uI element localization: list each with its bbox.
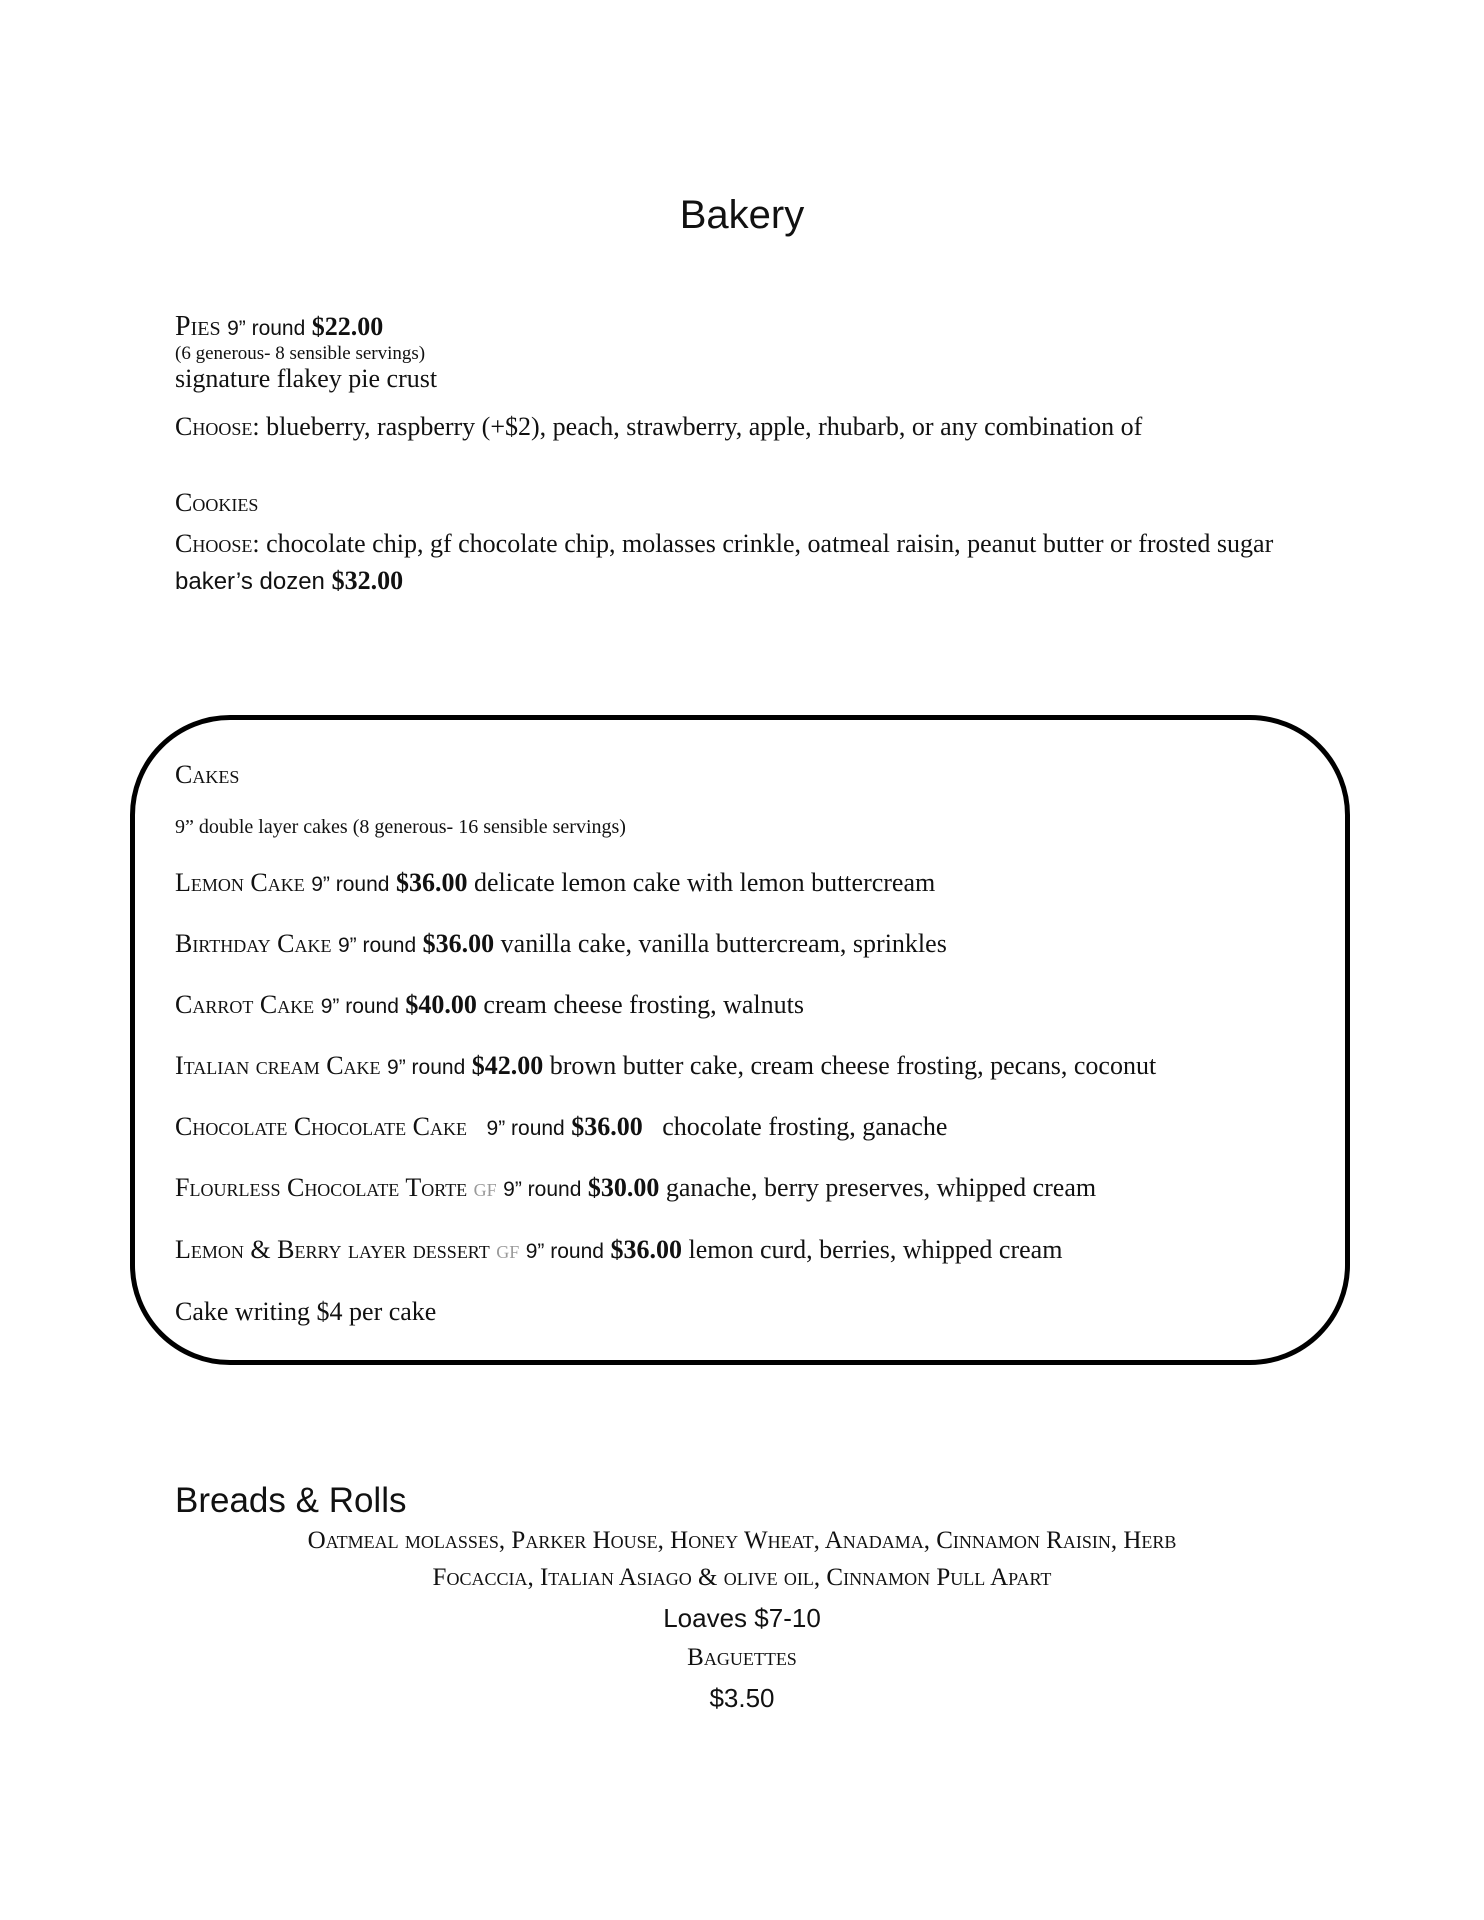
cake-price: $36.00 xyxy=(395,868,468,897)
cake-price: $36.00 xyxy=(610,1235,682,1264)
cake-item xyxy=(175,927,1325,962)
cakes-section xyxy=(175,760,1325,1328)
cake-description: chocolate frosting, ganache xyxy=(662,1112,948,1141)
pies-section xyxy=(175,312,1325,442)
loaves-price: Loaves $7-10 xyxy=(663,1603,821,1633)
breads-section xyxy=(0,1480,1484,1718)
cake-description: cream cheese frosting, walnuts xyxy=(483,990,804,1019)
cake-size: 9” round xyxy=(311,873,390,896)
pies-crust: signature flakey pie crust xyxy=(175,364,438,393)
pies-choose-label: Choose: xyxy=(175,412,260,441)
cake-price: $36.00 xyxy=(571,1112,643,1141)
cake-price: $40.00 xyxy=(405,990,477,1019)
cake-size: 9” round xyxy=(486,1117,565,1140)
cake-name: Italian cream Cake xyxy=(175,1051,381,1080)
cookies-choose-label: Choose: xyxy=(175,529,260,558)
pies-price: $22.00 xyxy=(311,312,384,341)
breads-list-line: Oatmeal molasses, Parker House, Honey Wheat, Anadama, Cinnamon Raisin, Herb xyxy=(307,1527,1177,1554)
cake-name: Lemon Cake xyxy=(175,868,305,897)
cake-name: Chocolate Chocolate Cake xyxy=(175,1112,468,1141)
breads-list-line: Focaccia, Italian Asiago & olive oil, Cinnamon Pull Apart xyxy=(432,1564,1052,1591)
cake-description: ganache, berry preserves, whipped cream xyxy=(665,1173,1097,1202)
cake-item xyxy=(175,1049,1325,1084)
pies-header xyxy=(175,312,1325,344)
cake-name: Birthday Cake xyxy=(175,929,332,958)
cake-item xyxy=(175,1171,1325,1207)
cake-description: brown butter cake, cream cheese frosting, pecans, coconut xyxy=(549,1051,1157,1080)
cake-name: Flourless Chocolate Torte xyxy=(175,1173,468,1202)
cake-price: $36.00 xyxy=(422,929,495,958)
breads-heading: Breads & Rolls xyxy=(175,1481,407,1520)
cake-size: 9” round xyxy=(525,1240,604,1263)
baguettes-title: Baguettes xyxy=(687,1644,797,1671)
cake-item xyxy=(175,1233,1325,1269)
cookies-dozen xyxy=(175,566,1275,597)
cookies-title: Cookies xyxy=(175,488,259,517)
pies-title: Pies xyxy=(175,311,221,342)
cookies-dozen-price: $32.00 xyxy=(331,566,404,595)
pies-size: 9” round xyxy=(227,317,306,340)
cake-item xyxy=(175,866,1325,901)
gluten-free-badge: GF xyxy=(496,1242,520,1262)
cake-description: lemon curd, berries, whipped cream xyxy=(688,1235,1063,1264)
cookies-dozen-label: baker’s dozen xyxy=(175,568,332,595)
pies-choose-options: blueberry, raspberry (+$2), peach, strawberry, apple, rhubarb, or any combination of xyxy=(259,412,1143,441)
cookies-section xyxy=(175,488,1275,597)
baguettes-price: $3.50 xyxy=(709,1683,775,1713)
gluten-free-badge: GF xyxy=(473,1180,497,1200)
cake-writing-note: Cake writing $4 per cake xyxy=(175,1297,437,1326)
cake-size: 9” round xyxy=(387,1056,466,1079)
cake-price: $42.00 xyxy=(471,1051,544,1080)
cakes-title: Cakes xyxy=(175,760,240,789)
cake-name: Lemon & Berry layer dessert xyxy=(175,1235,490,1264)
page-title: Bakery xyxy=(679,193,805,237)
cookies-choose xyxy=(175,526,1275,562)
cake-description: delicate lemon cake with lemon buttercream xyxy=(473,868,936,897)
cakes-subtitle: 9” double layer cakes (8 generous- 16 sensible servings) xyxy=(175,816,626,838)
cookies-choose-options: chocolate chip, gf chocolate chip, molasses crinkle, oatmeal raisin, peanut butter or frosted sugar xyxy=(259,529,1274,558)
cake-size: 9” round xyxy=(503,1178,582,1201)
cake-item xyxy=(175,1110,1325,1145)
cake-size: 9” round xyxy=(320,995,399,1018)
cake-size: 9” round xyxy=(337,934,417,957)
cake-description: vanilla cake, vanilla buttercream, sprinkles xyxy=(500,929,947,958)
cake-list xyxy=(175,866,1325,1269)
cake-name: Carrot Cake xyxy=(175,990,315,1019)
cake-item xyxy=(175,988,1325,1023)
pies-choose xyxy=(175,412,1325,442)
breads-list xyxy=(167,1522,1317,1596)
pies-servings: (6 generous- 8 sensible servings) xyxy=(175,343,426,364)
cake-price: $30.00 xyxy=(587,1173,660,1202)
